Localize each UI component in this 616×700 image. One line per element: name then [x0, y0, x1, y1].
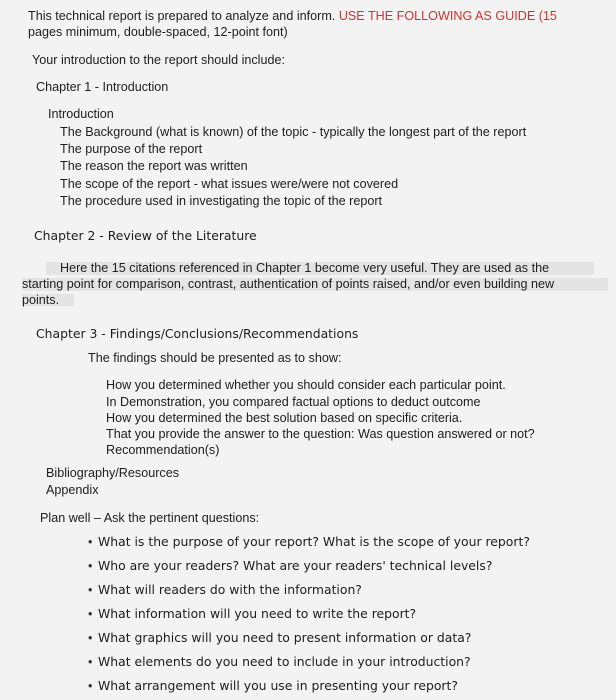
chapter3-item: In Demonstration, you compared factual options to deduct outcome — [106, 395, 481, 409]
chapter2-line: Here the 15 citations referenced in Chapter 1 become very useful. They are used as the — [60, 261, 550, 275]
intro-line-2: pages minimum, double-spaced, 12-point font) — [28, 25, 288, 39]
chapter1-heading: Chapter 1 - Introduction — [36, 80, 169, 94]
plan-question: What elements do you need to include in your introduction? — [98, 654, 471, 669]
plan-question: What will readers do with the information? — [98, 582, 362, 597]
chapter3-item: How you determined whether you should consider each particular point. — [106, 378, 506, 392]
chapter3-heading: Chapter 3 - Findings/Conclusions/Recommendations — [36, 326, 359, 341]
chapter1-item: The procedure used in investigating the topic of the report — [60, 194, 383, 208]
chapter3-item: How you determined the best solution based on specific criteria. — [106, 411, 463, 425]
chapter2-line: points. — [22, 293, 60, 307]
bullet-icon: • — [88, 559, 93, 573]
intro-text: This technical report is prepared to analyze and inform. — [28, 9, 339, 23]
chapter2-heading: Chapter 2 - Review of the Literature — [34, 228, 257, 243]
plan-question: What information will you need to write the report? — [98, 606, 417, 621]
chapter1-item: The Background (what is known) of the topic - typically the longest part of the report — [60, 125, 527, 139]
chapter3-item: That you provide the answer to the question: Was question answered or not? — [106, 427, 535, 441]
bullet-icon: • — [88, 583, 93, 597]
bullet-icon: • — [88, 535, 93, 549]
bullet-icon: • — [88, 679, 93, 693]
bullet-icon: • — [88, 631, 93, 645]
intro-line-1 — [28, 8, 557, 25]
chapter2-line: starting point for comparison, contrast, authentication of points raised, and/or even building new — [22, 277, 555, 291]
intro-guide-emphasis: USE THE FOLLOWING AS GUIDE (15 — [338, 9, 557, 23]
appendix-label: Appendix — [46, 483, 99, 497]
bullet-icon: • — [88, 607, 93, 621]
chapter1-subheading: Introduction — [48, 107, 114, 121]
bullet-icon: • — [88, 655, 93, 669]
plan-question: What graphics will you need to present information or data? — [98, 630, 472, 645]
findings-intro: The findings should be presented as to show: — [88, 351, 342, 365]
plan-question: Who are your readers? What are your readers' technical levels? — [98, 558, 493, 573]
plan-question: What arrangement will you use in presenting your report? — [98, 678, 458, 693]
bibliography-label: Bibliography/Resources — [46, 466, 180, 480]
chapter1-item: The reason the report was written — [60, 159, 248, 173]
chapter3-item: Recommendation(s) — [106, 443, 220, 457]
plan-heading: Plan well – Ask the pertinent questions: — [40, 511, 260, 525]
chapter1-item: The scope of the report - what issues were/were not covered — [60, 177, 399, 191]
chapter1-item: The purpose of the report — [60, 142, 203, 156]
intro-should-include: Your introduction to the report should include: — [32, 53, 285, 67]
plan-question: What is the purpose of your report? What is the scope of your report? — [98, 534, 530, 549]
